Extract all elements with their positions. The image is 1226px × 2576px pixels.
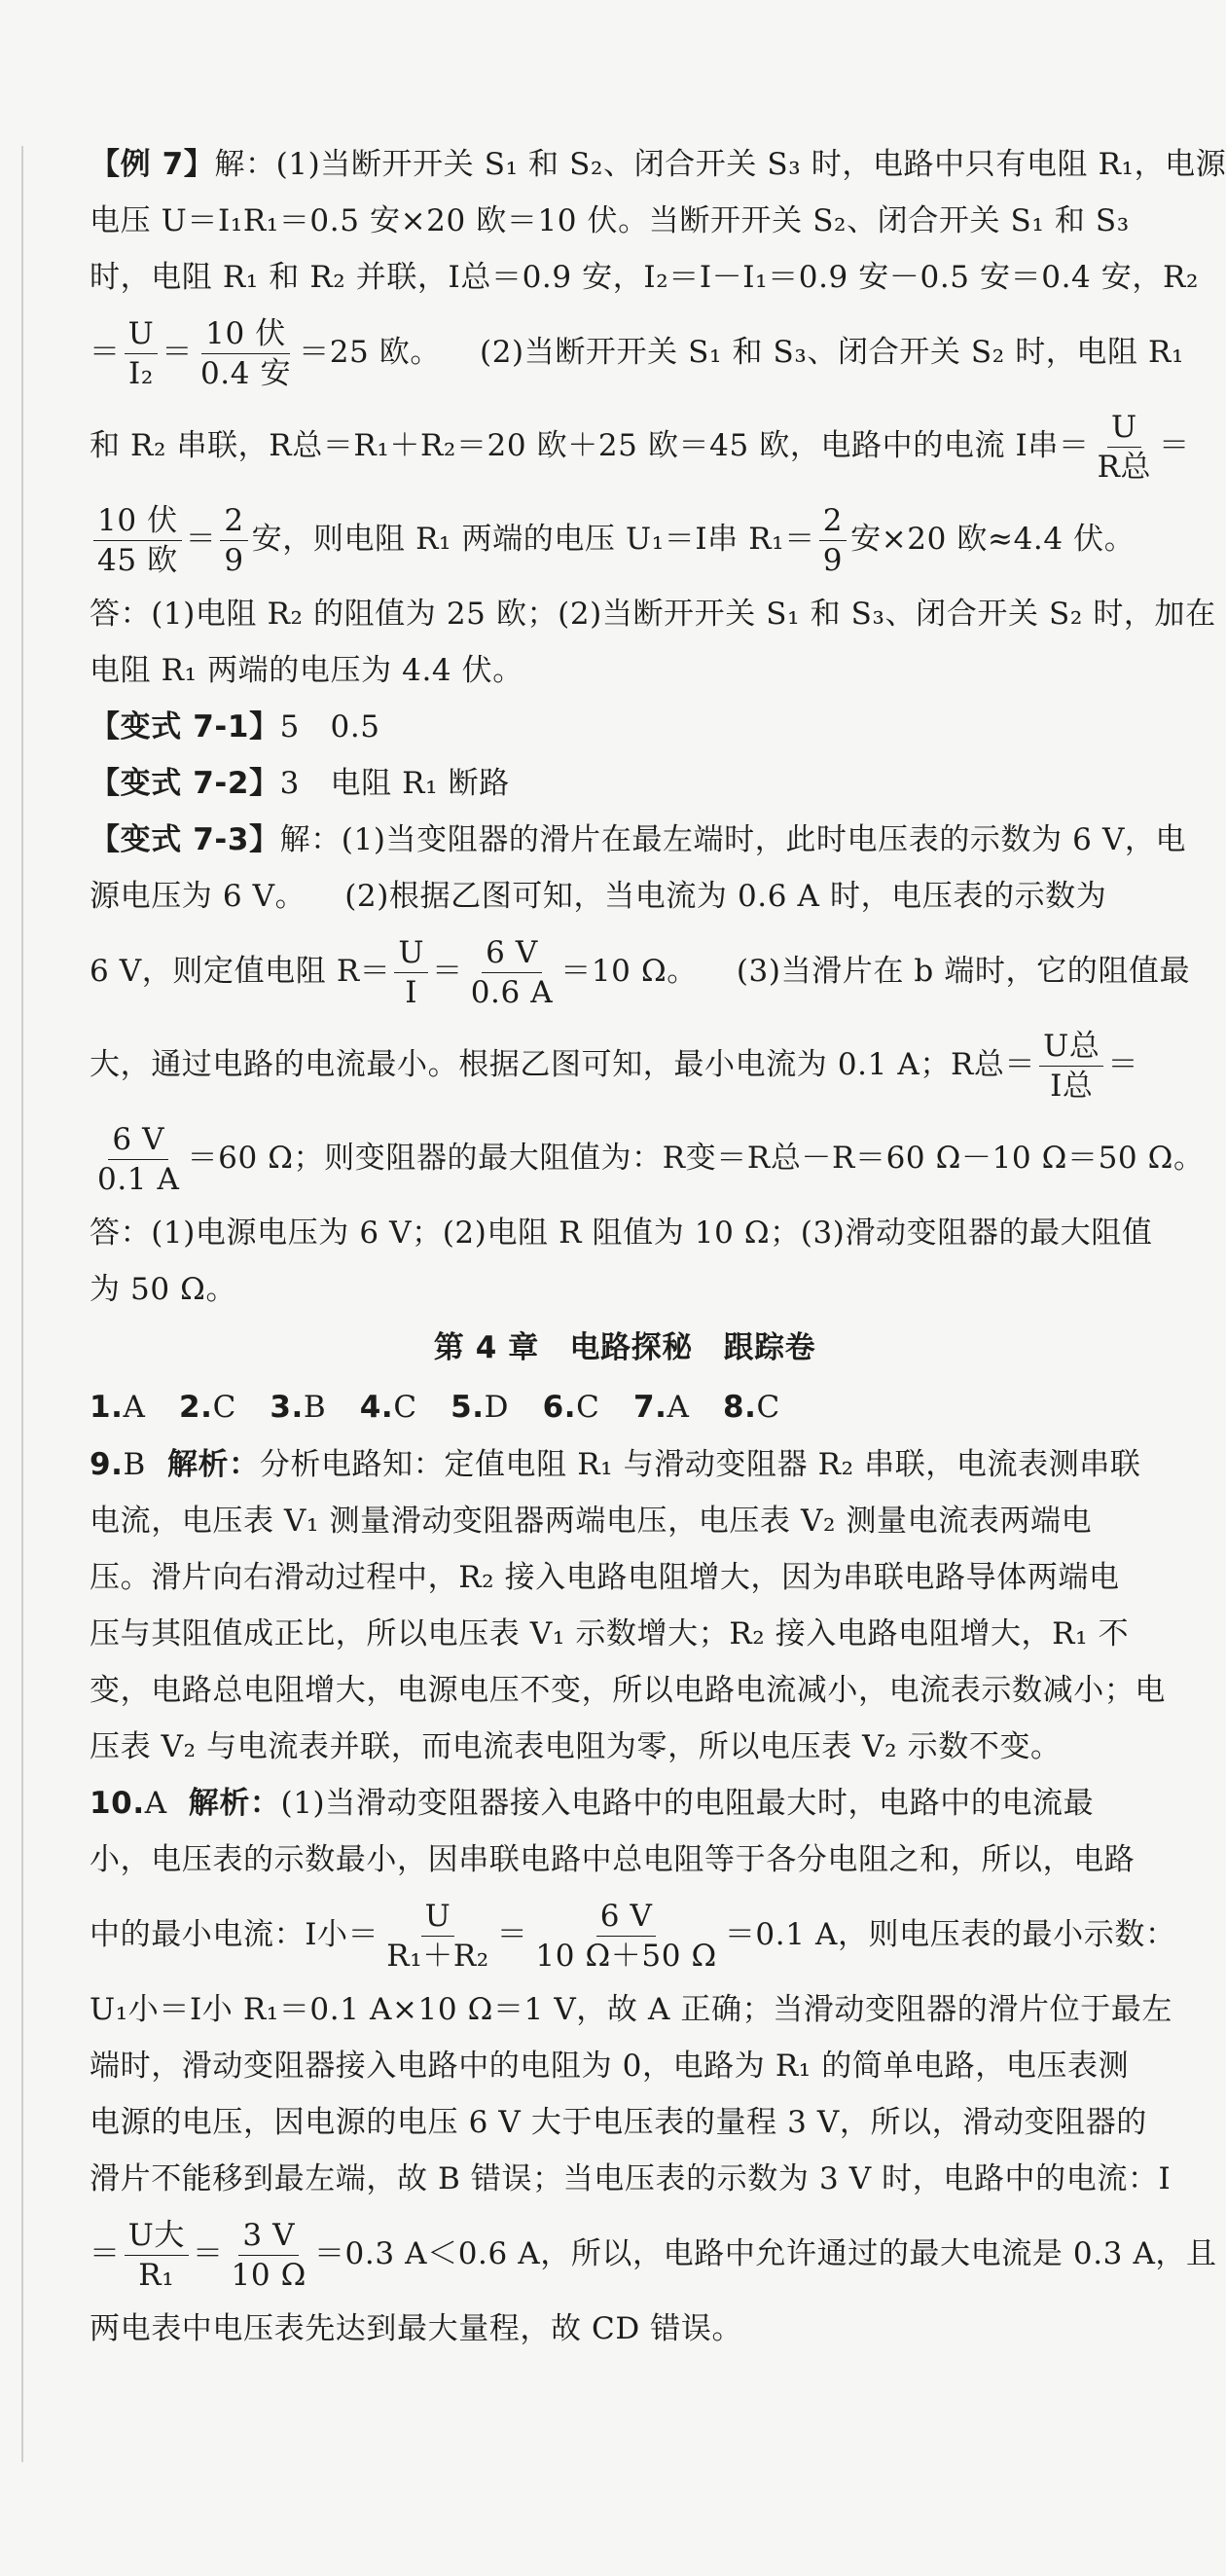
frac-den: 10 Ω [231,2258,306,2293]
variant-7-2-text: 3 电阻 R₁ 断路 [279,766,510,801]
frac-den: 10 Ω＋50 Ω [535,1939,717,1974]
v73-frac-6v-06a [467,933,558,1012]
variant-7-3-line-4 [90,1018,1160,1111]
frac-den: I总 [1050,1069,1094,1104]
frac-num: 3 V [238,2216,299,2256]
q10-frac-6v-60o [531,1897,720,1976]
q10-line-7: 滑片不能移到最左端，故 B 错误；当电压表的示数为 3 V 时，电路中的电流：I [90,2161,1172,2196]
v73-text: ＝60 Ω；则变阻器的最大阻值为：R变＝R总－R＝60 Ω－10 Ω＝50 Ω。 [187,1141,1205,1176]
q10-line-9: 两电表中电压表先达到最大量程，故 CD 错误。 [90,2311,743,2346]
variant-7-3-line-2 [90,868,1160,925]
variant-7-3-line-1 [90,812,1187,868]
frac-num: U [394,933,428,973]
frac-num: 10 伏 [93,501,182,541]
ex7-line-6 [90,492,1160,586]
ex7-eq: ＝ [162,335,193,370]
answer-num: 4. [359,1390,394,1425]
q9-line-3: 压。滑片向右滑动过程中，R₂ 接入电路电阻增大，因为串联电路导体两端电 [90,1560,1120,1595]
variant-7-1-tag: 【变式 7-1】 [90,709,280,744]
ex7-eq: ＝ [185,522,217,557]
q9-line-5: 变，电路总电阻增大，电源电压不变，所以电路电流减小，电流表示数减小；电 [90,1673,1166,1708]
frac-num: U大 [125,2216,189,2256]
v73-eq: ＝ [1107,1047,1139,1082]
q10-answer: A [144,1786,167,1821]
q9-line-4: 压与其阻值成正比，所以电压表 V₁ 示数增大；R₂ 接入电路电阻增大，R₁ 不 [90,1616,1130,1651]
chapter-title: 第 4 章 电路探秘 跟踪卷 [433,1330,816,1365]
q10-line-6: 电源的电压，因电源的电压 6 V 大于电压表的量程 3 V，所以，滑动变阻器的 [90,2105,1147,2140]
ex7-frac-u-i2 [125,314,159,393]
v73-frac-utotal-itotal [1039,1027,1103,1106]
ex7-text: 解：(1)当断开开关 S₁ 和 S₂、闭合开关 S₃ 时，电路中只有电阻 R₁，电源 [214,147,1226,182]
v73-eq: ＝ [432,954,463,989]
frac-den: R₁＋R₂ [386,1939,489,1974]
q10-label: 解析： [188,1786,281,1821]
frac-num: 2 [220,501,247,541]
ex7-answer-2: 电阻 R₁ 两端的电压为 4.4 伏。 [90,653,523,688]
q9-line-6: 压表 V₂ 与电流表并联，而电流表电阻为零，所以电压表 V₂ 示数不变。 [90,1729,1062,1764]
margin-line [21,146,23,2462]
v73-text: ＝10 Ω。 [560,954,698,989]
answer-val: A [667,1390,690,1425]
q10-text: ＝0.1 A，则电压表的最小示数： [724,1917,1176,1952]
variant-7-3-line-5 [90,1111,1205,1205]
ex7-voltage-result: 安×20 欧≈4.4 伏。 [850,522,1136,557]
v73-frac-6v-01a [93,1120,184,1199]
frac-num: 6 V [108,1120,168,1160]
ex7-voltage-text: 安，则电阻 R₁ 两端的电压 U₁＝I串 R₁＝ [251,522,815,557]
answer-num: 1. [90,1390,124,1425]
q10-eq: ＝ [90,2236,121,2271]
frac-num: 10 伏 [201,314,290,354]
q10-frac-3v-10o [228,2216,310,2295]
ex7-frac-10v-45o [93,501,182,580]
q10-line-3 [90,1888,1176,1981]
q10-eq: ＝ [496,1917,528,1952]
frac-den: 0.6 A [470,975,554,1010]
q10-text: ＝0.3 A＜0.6 A，所以，电路中允许通过的最大电流是 0.3 A，且 [313,2236,1217,2271]
frac-den: R₁ [138,2258,175,2293]
v73-text: (2)根据乙图可知，当电流为 0.6 A 时，电压表的示数为 [344,879,1107,914]
frac-den: 9 [224,543,244,578]
variant-7-2 [90,755,1160,812]
answer-num: 2. [179,1390,213,1425]
variant-7-3-line-3 [90,925,1191,1018]
ex7-eq: ＝ [1159,428,1190,463]
frac-den: I [405,975,418,1010]
v73-frac-u-i [394,933,428,1012]
q10-text: (1)当滑动变阻器接入电路中的电阻最大时，电路中的电流最 [280,1786,1095,1821]
ex7-frac-u-rtotal [1094,408,1156,487]
q9-line-1 [90,1436,1160,1493]
ex7-answer-1: 答：(1)电阻 R₂ 的阻值为 25 欧；(2)当断开开关 S₁ 和 S₃、闭合开关 S₂ 时，加在 [90,597,1216,632]
frac-den: R总 [1097,450,1152,485]
q10-line-2: 小，电压表的示数最小，因串联电路中总电阻等于各分电阻之和，所以，电路 [90,1842,1136,1877]
frac-num: U总 [1039,1027,1103,1067]
ex7-part2: (2)当断开开关 S₁ 和 S₃、闭合开关 S₂ 时，电阻 R₁ [480,335,1185,370]
frac-num: 2 [819,501,847,541]
answer-val: D [484,1390,510,1425]
answer-val: C [576,1390,600,1425]
ex7-line-3: 时，电阻 R₁ 和 R₂ 并联，I总＝0.9 安，I₂＝I－I₁＝0.9 安－0.5 安＝0.4 安，R₂ [90,260,1199,295]
v73-text: 源电压为 6 V。 [90,879,306,914]
q10-eq: ＝ [192,2236,224,2271]
ex7-tag: 【例 7】 [90,147,215,182]
q10-line-8 [90,2207,1217,2301]
variant-7-3-answer-2: 为 50 Ω。 [90,1272,237,1307]
frac-num: U [421,1897,455,1937]
answer-num: 8. [722,1390,757,1425]
ex7-frac-10v-04a [197,314,295,393]
answer-page [90,136,1226,2357]
v73-text: 6 V，则定值电阻 R＝ [90,954,391,989]
ex7-frac-2-9-b [819,501,847,580]
variant-7-3-tag: 【变式 7-3】 [90,822,280,857]
ex7-line-5 [90,399,1190,492]
answer-val: C [756,1390,780,1425]
q9-label: 解析： [166,1447,260,1482]
answer-num: 3. [270,1390,304,1425]
frac-num: U [1107,408,1141,448]
q10-num: 10. [90,1786,145,1821]
frac-num: U [125,314,159,354]
q10-text: 中的最小电流：I小＝ [90,1917,379,1952]
q9-num: 9. [90,1447,124,1482]
frac-den: 45 欧 [97,543,178,578]
ex7-series-text: 和 R₂ 串联，R总＝R₁＋R₂＝20 欧＋25 欧＝45 欧，电路中的电流 I串＝ [90,428,1090,463]
frac-num: 6 V [596,1897,657,1937]
answer-num: 7. [632,1390,667,1425]
ex7-eq: ＝ [90,335,121,370]
answer-num: 6. [542,1390,577,1425]
v73-text: (3)当滑片在 b 端时，它的阻值最 [736,954,1191,989]
variant-7-2-tag: 【变式 7-2】 [90,766,280,801]
q10-frac-umax-r1 [125,2216,189,2295]
frac-den: 9 [822,543,844,578]
variant-7-3-answer-1: 答：(1)电源电压为 6 V；(2)电阻 R 阻值为 10 Ω；(3)滑动变阻器的最大阻值 [90,1215,1153,1251]
ex7-line-4 [90,306,1185,399]
answer-val: B [303,1390,327,1425]
variant-7-1 [90,699,1160,755]
answer-num: 5. [451,1390,485,1425]
q9-text: 分析电路知：定值电阻 R₁ 与滑动变阻器 R₂ 串联，电流表测串联 [259,1447,1141,1482]
frac-den: I₂ [128,356,154,391]
ex7-result: ＝25 欧。 [299,335,442,370]
answer-val: C [212,1390,236,1425]
q10-frac-u-r1r2 [382,1897,493,1976]
answer-val: A [123,1390,146,1425]
q10-line-4: U₁小＝I小 R₁＝0.1 A×10 Ω＝1 V，故 A 正确；当滑动变阻器的滑片位于最左 [90,1992,1172,2027]
ex7-line-2: 电压 U＝I₁R₁＝0.5 安×20 欧＝10 伏。当断开开关 S₂、闭合开关 S₁ 和 S₃ [90,203,1130,238]
q9-answer: B [123,1447,146,1482]
variant-7-1-text: 5 0.5 [279,709,380,744]
frac-den: 0.1 A [97,1162,180,1197]
ex7-frac-2-9 [220,501,247,580]
v73-text: 大，通过电路的电流最小。根据乙图可知，最小电流为 0.1 A；R总＝ [90,1047,1036,1082]
variant-7-3-text: 解：(1)当变阻器的滑片在最左端时，此时电压表的示数为 6 V，电 [279,822,1187,857]
frac-den: 0.4 安 [199,356,292,391]
frac-num: 6 V [482,933,542,973]
q10-line-5: 端时，滑动变阻器接入电路中的电阻为 0，电路为 R₁ 的简单电路，电压表测 [90,2049,1130,2084]
q9-line-2: 电流，电压表 V₁ 测量滑动变阻器两端电压，电压表 V₂ 测量电流表两端电 [90,1504,1093,1539]
q10-line-1 [90,1775,1160,1832]
ex7-line-1 [90,136,1226,193]
answer-val: C [393,1390,417,1425]
answer-key-row [90,1378,1160,1436]
